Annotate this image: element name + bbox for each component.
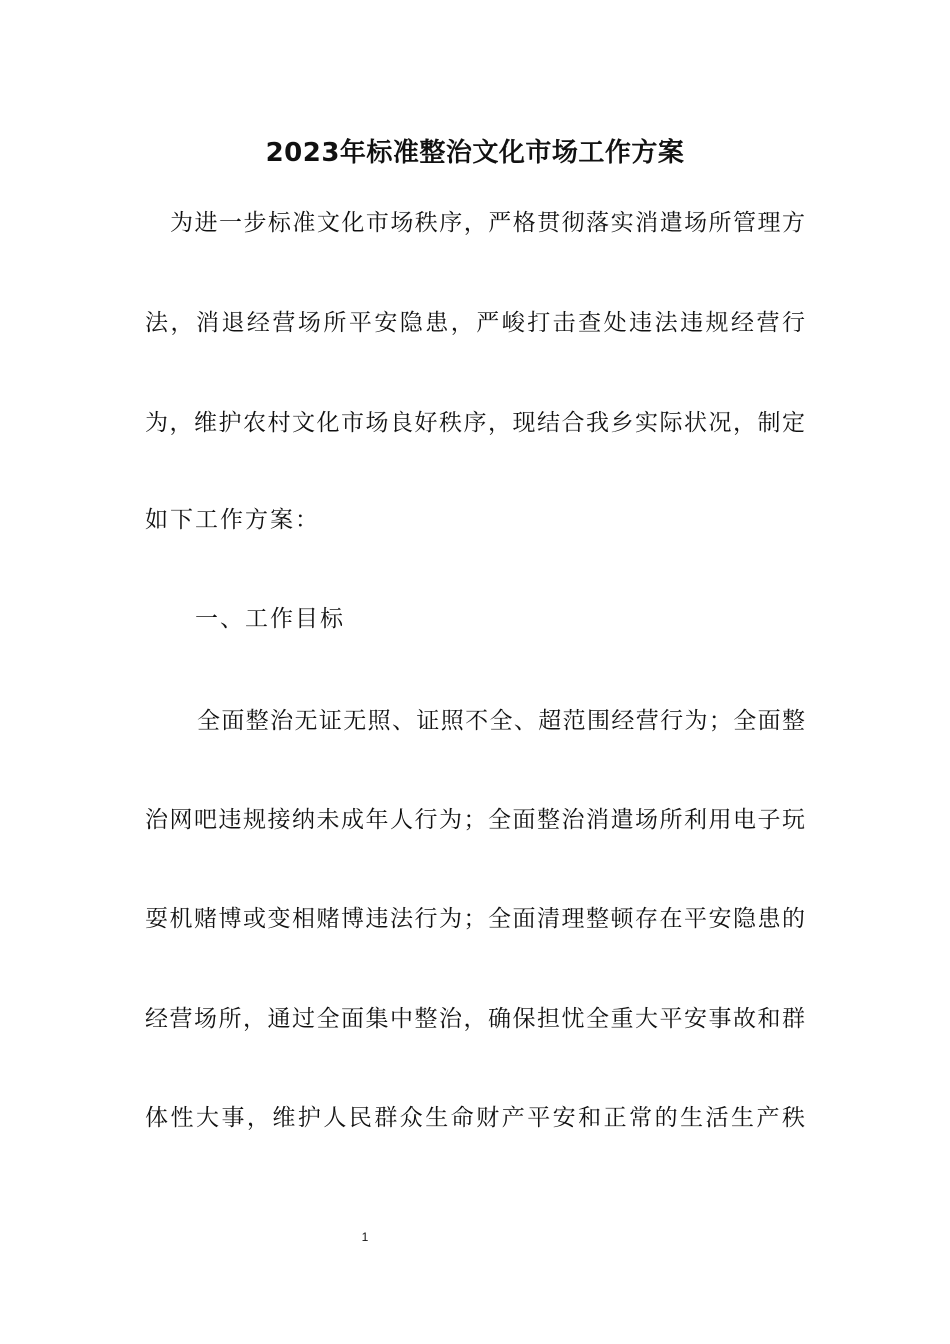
paragraph-1-line-1: 为进一步标准文化市场秩序，严格贯彻落实消遣场所管理方 [170, 210, 805, 236]
paragraph-2-line-2: 治网吧违规接纳未成年人行为；全面整治消遣场所利用电子玩 [145, 807, 805, 833]
paragraph-2-line-5: 体性大事，维护人民群众生命财产平安和正常的生活生产秩 [145, 1105, 805, 1131]
document-title: 2023年标准整治文化市场工作方案 [265, 138, 685, 168]
paragraph-2-line-3: 耍机赌博或变相赌博违法行为；全面清理整顿存在平安隐患的 [145, 906, 805, 932]
paragraph-2-line-4: 经营场所，通过全面集中整治，确保担忧全重大平安事故和群 [145, 1006, 805, 1032]
paragraph-1-line-4: 如下工作方案： [145, 507, 320, 533]
page-number: 1 [361, 1230, 369, 1244]
paragraph-1-line-2: 法，消退经营场所平安隐患，严峻打击查处违法违规经营行 [145, 310, 805, 336]
section-heading-work-goals: 一、工作目标 [195, 606, 345, 632]
paragraph-2-line-1: 全面整治无证无照、证照不全、超范围经营行为；全面整 [197, 708, 805, 734]
paragraph-1-line-3: 为，维护农村文化市场良好秩序，现结合我乡实际状况，制定 [145, 410, 805, 436]
